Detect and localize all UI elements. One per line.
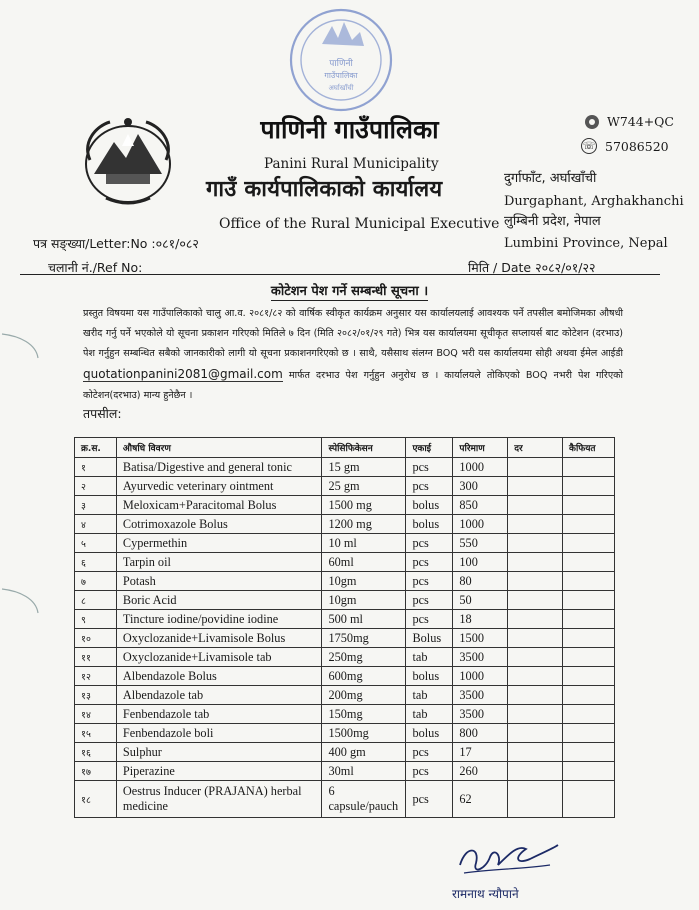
remarks-cell xyxy=(563,762,615,781)
unit-cell: bolus xyxy=(406,724,453,743)
table-row xyxy=(75,534,615,553)
signatory-name: रामनाथ न्यौपाने xyxy=(452,887,519,901)
rate-cell xyxy=(508,496,563,515)
municipality-title-english: Panini Rural Municipality xyxy=(264,156,439,172)
remarks-cell xyxy=(563,743,615,762)
remarks-cell xyxy=(563,686,615,705)
rate-cell xyxy=(508,534,563,553)
qty-cell: 260 xyxy=(453,762,508,781)
rate-cell xyxy=(508,705,563,724)
qty-cell: 17 xyxy=(453,743,508,762)
column-header: औषधि विवरण xyxy=(116,438,322,458)
remarks-cell xyxy=(563,591,615,610)
remarks-cell xyxy=(563,572,615,591)
table-row xyxy=(75,743,615,762)
qty-cell: 50 xyxy=(453,591,508,610)
item-cell: Piperazine xyxy=(116,762,322,781)
phone-icon: ☏ xyxy=(581,138,597,154)
item-cell: Ayurvedic veterinary ointment xyxy=(116,477,322,496)
item-cell: Potash xyxy=(116,572,322,591)
item-cell: Fenbendazole tab xyxy=(116,705,322,724)
qty-cell: 18 xyxy=(453,610,508,629)
remarks-cell xyxy=(563,781,615,818)
spec-cell: 1750mg xyxy=(322,629,406,648)
rate-cell xyxy=(508,686,563,705)
rate-cell xyxy=(508,648,563,667)
qty-cell: 1000 xyxy=(453,515,508,534)
qty-cell: 1500 xyxy=(453,629,508,648)
item-cell: Oestrus Inducer (PRAJANA) herbal medicine xyxy=(116,781,322,818)
table-row xyxy=(75,553,615,572)
qty-cell: 300 xyxy=(453,477,508,496)
rate-cell xyxy=(508,591,563,610)
address-line: लुम्बिनी प्रदेश, नेपाल xyxy=(504,214,601,229)
spec-cell: 400 gm xyxy=(322,743,406,762)
unit-cell: pcs xyxy=(406,743,453,762)
phone-contact xyxy=(581,138,669,154)
remarks-cell xyxy=(563,496,615,515)
table-row xyxy=(75,686,615,705)
unit-cell: pcs xyxy=(406,591,453,610)
spec-cell: 25 gm xyxy=(322,477,406,496)
plus-code-text: W744+QC xyxy=(607,114,674,129)
item-cell: Albendazole Bolus xyxy=(116,667,322,686)
location-pin-icon xyxy=(585,115,599,129)
rate-cell xyxy=(508,781,563,818)
qty-cell: 1000 xyxy=(453,458,508,477)
document-date: मिति / Date २०८२/०१/२२ xyxy=(468,260,596,275)
unit-cell: pcs xyxy=(406,534,453,553)
spec-cell: 6 capsule/pauch xyxy=(322,781,406,818)
qty-cell: 3500 xyxy=(453,648,508,667)
remarks-cell xyxy=(563,629,615,648)
address-line: Durgaphant, Arghakhanchi xyxy=(504,194,684,209)
notice-body-part2: मार्फत दरभाउ पेश गर्नुहुन अनुरोध छ । कार्यालयले तोकिएको BOQ नभरी पेश गरिएको कोटेशन(दरभाउ) मान्य हुनेछैन । xyxy=(83,370,623,401)
sn-cell: १३ xyxy=(75,686,117,705)
sn-cell: १४ xyxy=(75,705,117,724)
item-cell: Cypermethin xyxy=(116,534,322,553)
letter-number: पत्र सङ्ख्या/Letter:No :०८१/०८२ xyxy=(33,236,199,251)
notice-body xyxy=(83,304,623,406)
rate-cell xyxy=(508,515,563,534)
sn-cell: १५ xyxy=(75,724,117,743)
rate-cell xyxy=(508,553,563,572)
remarks-cell xyxy=(563,648,615,667)
svg-text:गाउँपालिका: गाउँपालिका xyxy=(324,71,358,80)
table-row xyxy=(75,572,615,591)
unit-cell: Bolus xyxy=(406,629,453,648)
items-table xyxy=(74,437,615,818)
spec-cell: 1500 mg xyxy=(322,496,406,515)
sn-cell: ४ xyxy=(75,515,117,534)
sn-cell: ११ xyxy=(75,648,117,667)
unit-cell: tab xyxy=(406,648,453,667)
unit-cell: pcs xyxy=(406,477,453,496)
rate-cell xyxy=(508,610,563,629)
column-header: कैफियत xyxy=(563,438,615,458)
unit-cell: pcs xyxy=(406,610,453,629)
margin-hole-mark xyxy=(0,585,40,615)
sn-cell: ३ xyxy=(75,496,117,515)
rate-cell xyxy=(508,572,563,591)
remarks-cell xyxy=(563,610,615,629)
spec-cell: 150mg xyxy=(322,705,406,724)
reference-number: चलानी नं./Ref No: xyxy=(48,260,143,275)
qty-cell: 3500 xyxy=(453,705,508,724)
rate-cell xyxy=(508,477,563,496)
item-cell: Oxyclozanide+Livamisole tab xyxy=(116,648,322,667)
remarks-cell xyxy=(563,667,615,686)
rate-cell xyxy=(508,458,563,477)
sn-cell: १७ xyxy=(75,762,117,781)
item-cell: Tarpin oil xyxy=(116,553,322,572)
remarks-cell xyxy=(563,458,615,477)
sn-cell: ८ xyxy=(75,591,117,610)
item-cell: Oxyclozanide+Livamisole Bolus xyxy=(116,629,322,648)
office-title-nepali: गाउँ कार्यपालिकाको कार्यालय xyxy=(206,177,443,202)
spec-cell: 600mg xyxy=(322,667,406,686)
unit-cell: bolus xyxy=(406,515,453,534)
table-row xyxy=(75,591,615,610)
sn-cell: ९ xyxy=(75,610,117,629)
spec-cell: 15 gm xyxy=(322,458,406,477)
sn-cell: ६ xyxy=(75,553,117,572)
office-seal-stamp xyxy=(282,4,400,116)
qty-cell: 800 xyxy=(453,724,508,743)
margin-hole-mark xyxy=(0,330,40,360)
table-row xyxy=(75,781,615,818)
remarks-cell xyxy=(563,705,615,724)
table-row xyxy=(75,458,615,477)
spec-cell: 10gm xyxy=(322,591,406,610)
qty-cell: 850 xyxy=(453,496,508,515)
column-header: दर xyxy=(508,438,563,458)
svg-text:पाणिनी: पाणिनी xyxy=(329,59,353,69)
address-line: Lumbini Province, Nepal xyxy=(504,236,668,251)
unit-cell: pcs xyxy=(406,762,453,781)
qty-cell: 550 xyxy=(453,534,508,553)
table-row xyxy=(75,648,615,667)
sn-cell: २ xyxy=(75,477,117,496)
notice-body-part1: प्रस्तुत विषयमा यस गाउँपालिकाको चालु आ.व. २०८१/८२ को वार्षिक स्वीकृत कार्यक्रम अनुसार यस कार्यालयलाई आवश्यक पर्ने तपसील बमोजिमका औषधी खरीद गर्नु पर्ने भएकोले यो सूचना प्रकाशन गरिएको मितिले ७ दिन (मिति २०८२/०१/२९ गते) भित्र यस कार्यालयमा सूचीकृत सप्लायर्स बाट कोटेशन (दरभाउ) पेश गर्नुहुन सम्बन्धित सबैको जानकारीको लागी यो सूचना प्रकाशनगरिएको छ । साथै, यसैसाथ संलग्न BOQ भरी यस कार्यालयमा सोही अथवा ईमेल आईडी xyxy=(83,308,623,359)
notice-subject-text: कोटेशन पेश गर्ने सम्बन्धी सूचना । xyxy=(270,284,429,299)
table-header-row xyxy=(75,438,615,458)
table-row xyxy=(75,724,615,743)
sn-cell: १२ xyxy=(75,667,117,686)
rate-cell xyxy=(508,743,563,762)
item-cell: Meloxicam+Paracitomal Bolus xyxy=(116,496,322,515)
column-header: परिमाण xyxy=(453,438,508,458)
item-cell: Batisa/Digestive and general tonic xyxy=(116,458,322,477)
phone-text: 57086520 xyxy=(605,138,669,154)
item-cell: Tincture iodine/povidine iodine xyxy=(116,610,322,629)
remarks-cell xyxy=(563,534,615,553)
table-row xyxy=(75,496,615,515)
item-cell: Boric Acid xyxy=(116,591,322,610)
rate-cell xyxy=(508,667,563,686)
column-header: स्पेसिफिकेसन xyxy=(322,438,406,458)
unit-cell: tab xyxy=(406,686,453,705)
office-title-english: Office of the Rural Municipal Executive xyxy=(219,216,500,232)
sn-cell: १६ xyxy=(75,743,117,762)
address-line: दुर्गाफाँट, अर्घाखाँची xyxy=(504,171,597,186)
spec-cell: 60ml xyxy=(322,553,406,572)
email-link[interactable]: quotationpanini2081@gmail.com xyxy=(83,367,283,381)
unit-cell: bolus xyxy=(406,496,453,515)
spec-cell: 1500mg xyxy=(322,724,406,743)
header-divider xyxy=(20,274,660,275)
item-cell: Albendazole tab xyxy=(116,686,322,705)
qty-cell: 80 xyxy=(453,572,508,591)
municipality-title-nepali: पाणिनी गाउँपालिका xyxy=(260,115,439,144)
unit-cell: tab xyxy=(406,705,453,724)
spec-cell: 10 ml xyxy=(322,534,406,553)
table-row xyxy=(75,629,615,648)
column-header: एकाई xyxy=(406,438,453,458)
spec-cell: 1200 mg xyxy=(322,515,406,534)
sn-cell: १८ xyxy=(75,781,117,818)
remarks-cell xyxy=(563,724,615,743)
rate-cell xyxy=(508,762,563,781)
spec-cell: 10gm xyxy=(322,572,406,591)
qty-cell: 1000 xyxy=(453,667,508,686)
table-row xyxy=(75,705,615,724)
notice-subject xyxy=(0,281,699,299)
spec-cell: 200mg xyxy=(322,686,406,705)
plus-code-contact xyxy=(585,114,674,129)
unit-cell: bolus xyxy=(406,667,453,686)
spec-cell: 500 ml xyxy=(322,610,406,629)
table-row xyxy=(75,762,615,781)
qty-cell: 100 xyxy=(453,553,508,572)
rate-cell xyxy=(508,629,563,648)
item-cell: Sulphur xyxy=(116,743,322,762)
remarks-cell xyxy=(563,515,615,534)
remarks-cell xyxy=(563,477,615,496)
table-row xyxy=(75,667,615,686)
rate-cell xyxy=(508,724,563,743)
sn-cell: १ xyxy=(75,458,117,477)
qty-cell: 62 xyxy=(453,781,508,818)
spec-cell: 30ml xyxy=(322,762,406,781)
svg-text:अर्घाखाँची: अर्घाखाँची xyxy=(328,84,354,92)
sn-cell: ७ xyxy=(75,572,117,591)
item-cell: Fenbendazole boli xyxy=(116,724,322,743)
item-cell: Cotrimoxazole Bolus xyxy=(116,515,322,534)
spec-cell: 250mg xyxy=(322,648,406,667)
unit-cell: pcs xyxy=(406,553,453,572)
qty-cell: 3500 xyxy=(453,686,508,705)
unit-cell: pcs xyxy=(406,458,453,477)
sn-cell: ५ xyxy=(75,534,117,553)
table-row xyxy=(75,477,615,496)
details-label: तपसील: xyxy=(83,406,122,421)
signature-mark xyxy=(452,835,562,880)
sn-cell: १० xyxy=(75,629,117,648)
table-row xyxy=(75,515,615,534)
table-row xyxy=(75,610,615,629)
remarks-cell xyxy=(563,553,615,572)
unit-cell: pcs xyxy=(406,781,453,818)
unit-cell: pcs xyxy=(406,572,453,591)
column-header: क्र.स. xyxy=(75,438,117,458)
